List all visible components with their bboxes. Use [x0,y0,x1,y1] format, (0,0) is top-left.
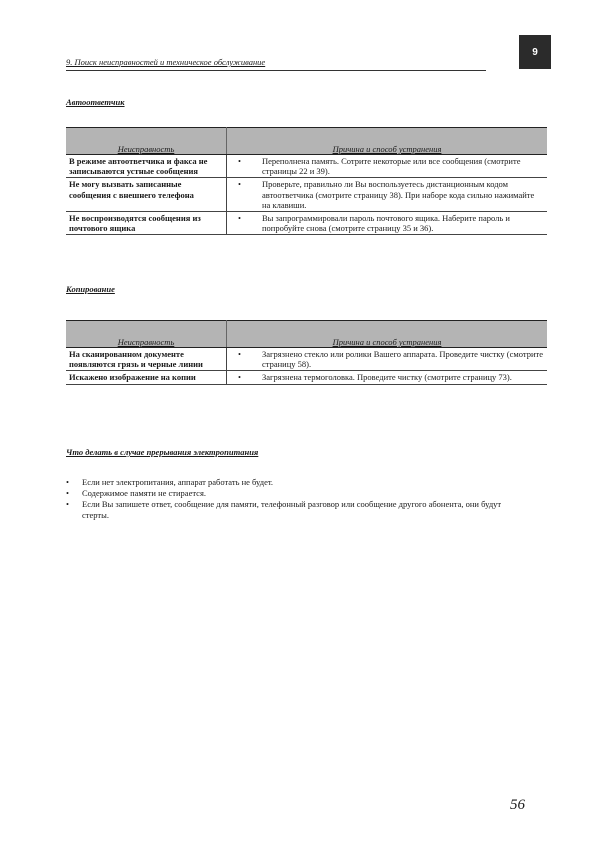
copying-section-title: Копирование [66,284,115,294]
cause-cell [227,211,548,234]
cause-text: Вы запрограммировали пароль почтового ящика. Наберите пароль и попробуйте снова (смотрите страницу 35 и 36). [262,212,510,234]
page-number: 56 [510,797,525,813]
table-row [66,155,547,178]
bullet-marker: • [238,372,241,383]
bullet-marker: • [238,179,241,190]
power-failure-list [66,477,506,521]
list-item-text: Если Вы запишете ответ, сообщение для памяти, телефонный разговор или сообщение другого абонента, они будут стерты. [82,499,502,520]
table-row [66,371,547,384]
bullet-marker: • [238,212,241,223]
list-item-text: Если нет электропитания, аппарат работать не будет. [82,477,274,487]
cause-cell [227,348,548,371]
problem-cell: Не могу вызвать записанные сообщения с внешнего телефона [66,178,227,212]
column-header-problem: Неисправность [66,321,227,348]
table-row [66,348,547,371]
cause-cell [227,371,548,384]
problem-cell: На сканированном документе появляются грязь и черные линии [66,348,227,371]
list-item [66,488,506,499]
cause-text: Проверьте, правильно ли Вы воспользуетесь дистанционным кодом автоответчика (смотрите страницу 38). При наборе кода сильно нажимайте на клавиши. [262,179,535,210]
answering-table [66,127,547,235]
bullet-marker: • [66,477,69,487]
bullet-marker: • [238,156,241,166]
cause-text: Загрязнено стекло или ролики Вашего аппарата. Проведите чистку (смотрите страницу 58). [262,349,543,370]
column-header-cause: Причина и способ устранения [227,321,548,348]
problem-cell: Искажено изображение на копии [66,371,227,384]
problem-cell: Не воспроизводятся сообщения из почтового ящика [66,211,227,234]
list-item [66,499,506,521]
chapter-tab: 9 [519,35,551,69]
answering-section-title: Автоответчик [66,97,125,107]
table-row [66,211,547,234]
power-section-title: Что делать в случае прерывания электропитания [66,447,259,457]
header-rule [66,70,486,71]
table-row [66,178,547,212]
table-header-row [66,128,547,155]
bullet-marker: • [66,488,69,498]
chapter-header: 9. Поиск неисправностей и техническое обслуживание [66,57,266,67]
bullet-marker: • [66,499,69,509]
list-item-text: Содержимое памяти не стирается. [82,488,206,498]
copying-table [66,320,547,385]
cause-cell [227,178,548,212]
problem-cell: В режиме автоответчика и факса не записываются устные сообщения [66,155,227,178]
table-header-row [66,321,547,348]
column-header-problem: Неисправность [66,128,227,155]
bullet-marker: • [238,349,241,359]
cause-cell [227,155,548,178]
column-header-cause: Причина и способ устранения [227,128,548,155]
cause-text: Загрязнена термоголовка. Проведите чистку (смотрите страницу 73). [262,372,512,383]
cause-text: Переполнена память. Сотрите некоторые или все сообщения (смотрите страницы 22 и 39). [262,156,521,177]
list-item [66,477,506,488]
